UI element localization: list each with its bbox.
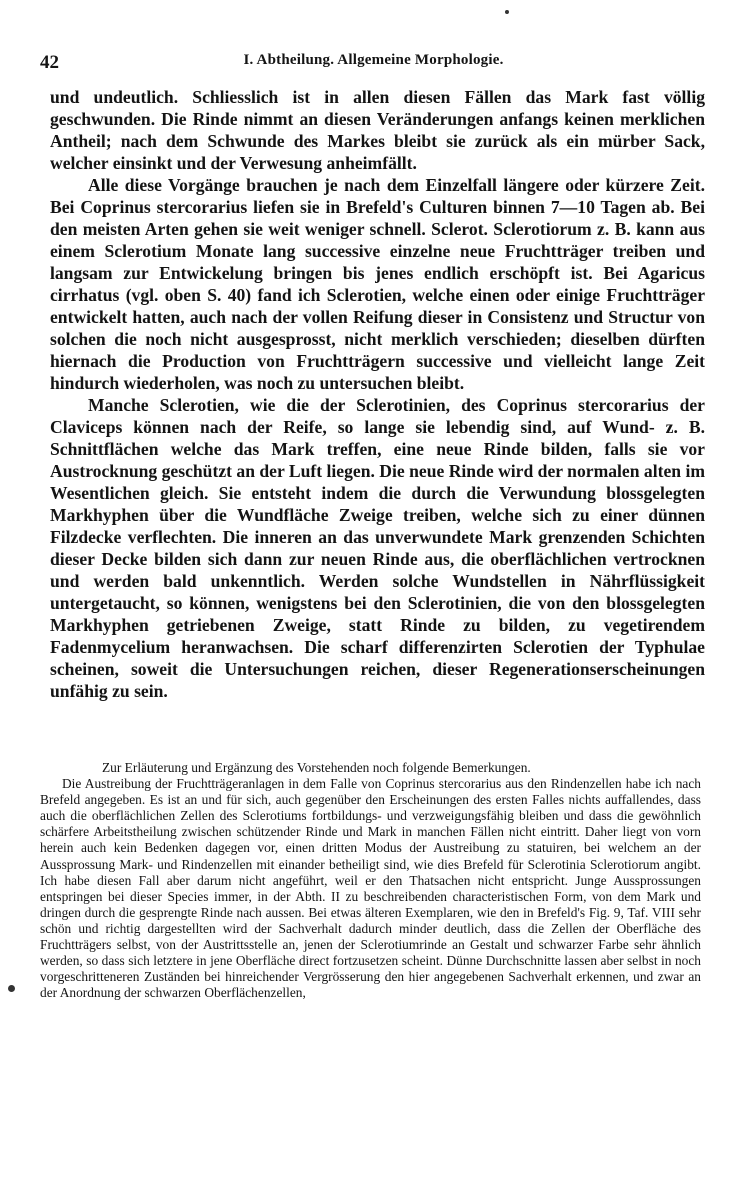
notes-section [40, 760, 701, 1001]
page-number: 42 [40, 52, 59, 73]
paragraph-regeneration: Manche Sclerotien, wie die der Sclerotinien, des Coprinus stercorarius der Claviceps können nach der Reife, so lange sie lebendig sind, auf Wund- z. B. Schnittflächen welche das Mark treffen, eine neue Rinde bilden, falls sie vor Austrocknung geschützt an der Luft liegen. Die neue Rinde wird der normalen alten im Wesentlichen gleich. Sie entsteht indem die durch die Verwundung blossgelegten Markhyphen über die Wundfläche Zweige treiben, welche sich zu einer dünnen Filzdecke verflechten. Die inneren an das unverwundete Mark grenzenden Schichten dieser Decke bilden sich dann zur neuen Rinde aus, die oberflächlichen vertrocknen und werden bald unkenntlich. Werden solche Wundstellen in Nährflüssigkeit untergetaucht, so können, wenigstens bei den Sclerotinien, die von den blossgelegten Markhyphen getriebenen Zweige, statt Rinde zu bilden, zu vegetirendem Fadenmycelium heranwachsen. Die scharf differenzirten Sclerotien der Typhulae scheinen, soweit die Untersuchungen reichen, dieser Regenerationserscheinungen unfähig zu sein. [50, 395, 705, 701]
running-title: I. Abtheilung. Allgemeine Morphologie. [243, 52, 504, 68]
paragraph-duration: Alle diese Vorgänge brauchen je nach dem Einzelfall längere oder kürzere Zeit. Bei Coprinus stercorarius liefen sie in Brefeld's Culturen binnen 7—10 Tagen ab. Bei den meisten Arten gehen sie weit weniger schnell. Sclerot. Sclerotiorum z. B. kann aus einem Sclerotium Monate lang successive einzelne neue Fruchtträger treiben und langsam zur Entwickelung bringen bis jenes endlich erschöpft ist. Bei Agaricus cirrhatus (vgl. oben S. 40) fand ich Sclerotien, welche einen oder einige Fruchtträger entwickelt hatten, auch nach der vollen Reifung dieser in Consistenz und Structur von solchen die noch nicht ausgesprosst, nicht merklich verschieden; dieselben dürften hiernach die Production von Fruchtträgern successive und vielleicht lange Zeit hindurch wiederholen, was noch zu untersuchen bleibt. [50, 175, 705, 393]
main-text [50, 86, 705, 702]
ink-speck [505, 10, 509, 14]
notes-paragraph: Die Austreibung der Fruchtträgeranlagen in dem Falle von Coprinus stercorarius aus den Rindenzellen habe ich nach Brefeld angegeben. Es ist an und für sich, auch gegenüber den Erscheinungen des ersten Falles nichts auffallendes, dass auch die oberflächlichen Zellen des Sclerotiums fortbildungs- und verzweigungsfähig bleiben und dass die gewöhnlich schärfere Arbeitstheilung zwischen schützender Rinde und Mark in manchen Fällen nicht eintritt. Daher liegt von vorn herein auch kein Bedenken dagegen vor, einen dritten Modus der Austreibung zu statuiren, bei welchem an der Aussprossung Mark- und Rindenzellen mit einander betheiligt sind, wie dies Brefeld für Sclerotinia Sclerotiorum angibt. Ich habe diesen Fall aber darum nicht angeführt, weil er den Thatsachen nicht entspricht. Junge Aussprossungen entspringen bei dieser Species immer, in der Abth. II zu beschreibenden characteristischen Form, von dem Mark und dringen durch die gesprengte Rinde nach aussen. Bei etwas älteren Exemplaren, wie den in Brefeld's Fig. 9, Taf. VIII sehr schön und richtig dargestellten wird der Sachverhalt dadurch minder deutlich, dass die Zellen der Oberfläche des Fruchtträgers selbst, von der Austrittsstelle an, jenen der Sclerotiumrinde an Gestalt und schwarzer Farbe sehr ähnlich werden, so dass sich letztere in jene Oberfläche direct fortzusetzen scheint. Dünne Durchschnitte lassen aber selbst in noch vorgeschritteneren Zuständen bei hinreichender Vergrösserung den hier angegebenen Sachverhalt erkennen, und zwar an der Anordnung der schwarzen Oberflächenzellen, [40, 776, 701, 1001]
ink-speck [8, 985, 15, 992]
notes-intro: Zur Erläuterung und Ergänzung des Vorstehenden noch folgende Bemerkungen. [102, 760, 531, 775]
page-header [40, 52, 707, 76]
paragraph-continuation: und undeutlich. Schliesslich ist in allen diesen Fällen das Mark fast völlig geschwunden. Die Rinde nimmt an diesen Veränderungen anfangs keinen merklichen Antheil; nach dem Schwunde des Markes bleibt sie zurück als ein mürber Sack, welcher einsinkt und der Verwesung anheimfällt. [50, 87, 705, 173]
